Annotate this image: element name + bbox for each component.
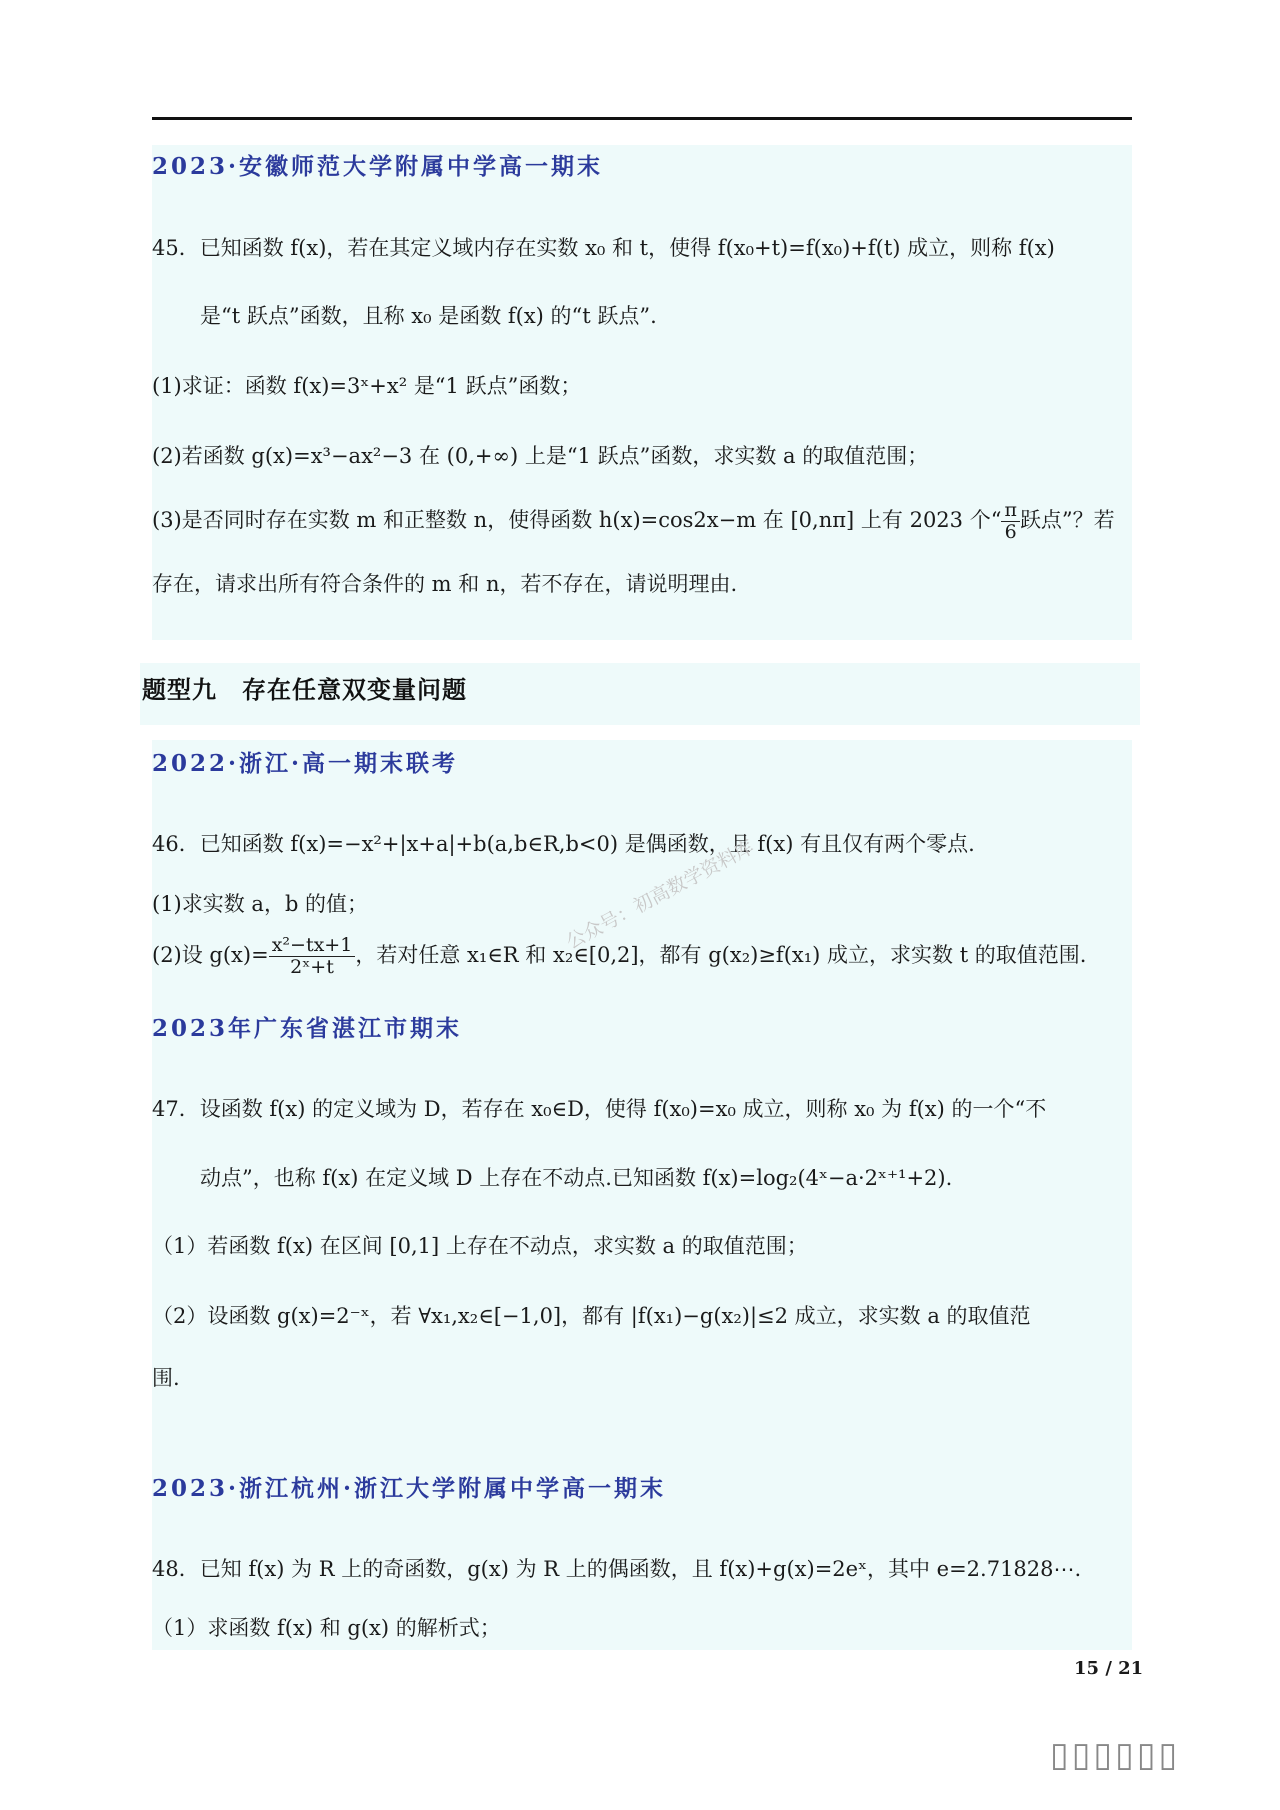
q45-part3-a: (3)是否同时存在实数 m 和正整数 n，使得函数 h(x)=cos2x−m 在 [0,nπ] 上有 2023 个“: [152, 507, 1002, 532]
q48-line1: 48．已知 f(x) 为 R 上的奇函数，g(x) 为 R 上的偶函数，且 f(x)+g(x)=2eˣ，其中 e=2.71828⋯.: [152, 1557, 1082, 1581]
g-fraction: [269, 935, 356, 978]
q47-line1: 47．设函数 f(x) 的定义域为 D，若存在 x₀∈D，使得 f(x₀)=x₀ 成立，则称 x₀ 为 f(x) 的一个“不: [152, 1097, 1047, 1121]
page-number: 15 / 21: [1074, 1658, 1144, 1679]
q45-line2: 是“t 跃点”函数，且称 x₀ 是函数 f(x) 的“t 跃点”.: [200, 304, 657, 328]
q47-part1: （1）若函数 f(x) 在区间 [0,1] 上存在不动点，求实数 a 的取值范围；: [152, 1234, 808, 1258]
q45-line1: 45．已知函数 f(x)，若在其定义域内存在实数 x₀ 和 t，使得 f(x₀+t)=f(x₀)+f(t) 成立，则称 f(x): [152, 236, 1055, 260]
source-label-3: 2023年广东省湛江市期末: [152, 1015, 463, 1042]
watermark-text: 公众号：初高数学资料库: [562, 836, 758, 954]
q46-part2-b: ，若对任意 x₁∈R 和 x₂∈[0,2]，都有 g(x₂)≥f(x₁) 成立，求实数 t 的取值范围.: [355, 942, 1087, 967]
q46-part2: [152, 935, 1086, 978]
q45-part1: (1)求证：函数 f(x)=3ˣ+x² 是“1 跃点”函数；: [152, 374, 582, 398]
corner-logo-icon: ▯▯▯▯▯▯: [1050, 1735, 1181, 1775]
q47-part2: （2）设函数 g(x)=2⁻ˣ，若 ∀x₁,x₂∈[−1,0]，都有 |f(x₁)−g(x₂)|≤2 成立，求实数 a 的取值范: [152, 1304, 1031, 1328]
q48-part1: （1）求函数 f(x) 和 g(x) 的解析式；: [152, 1616, 501, 1640]
q46-part1: (1)求实数 a，b 的值；: [152, 892, 369, 916]
top-rule: [152, 117, 1132, 120]
source-label-2: 2022·浙江·高一期末联考: [152, 750, 459, 777]
source-label-4: 2023·浙江杭州·浙江大学附属中学高一期末: [152, 1475, 667, 1502]
q45-part3-cont: 存在，请求出所有符合条件的 m 和 n，若不存在，请说明理由.: [152, 572, 738, 596]
pi-over-6-fraction: [1001, 500, 1020, 543]
section-title: 题型九 存在任意双变量问题: [142, 676, 467, 704]
fraction-numerator: π: [1001, 500, 1020, 522]
q45-part3: [152, 500, 1115, 543]
q45-part3-b: 跃点”？若: [1019, 507, 1115, 532]
q47-part2-cont: 围.: [152, 1366, 180, 1390]
fraction-denominator: 2ˣ+t: [290, 955, 334, 978]
fraction-numerator: x²−tx+1: [269, 935, 356, 957]
source-label-1: 2023·安徽师范大学附属中学高一期末: [152, 153, 604, 180]
q45-part2: (2)若函数 g(x)=x³−ax²−3 在 (0,+∞) 上是“1 跃点”函数，求实数 a 的取值范围；: [152, 444, 929, 468]
q47-line2: 动点”，也称 f(x) 在定义域 D 上存在不动点.已知函数 f(x)=log₂(4ˣ−a·2ˣ⁺¹+2).: [200, 1166, 953, 1190]
q46-line1: 46．已知函数 f(x)=−x²+|x+a|+b(a,b∈R,b<0) 是偶函数，且 f(x) 有且仅有两个零点.: [152, 832, 975, 856]
problem-panel-46-48: [152, 740, 1132, 1650]
q46-part2-a: (2)设 g(x)=: [152, 942, 269, 967]
fraction-denominator: 6: [1004, 520, 1017, 543]
